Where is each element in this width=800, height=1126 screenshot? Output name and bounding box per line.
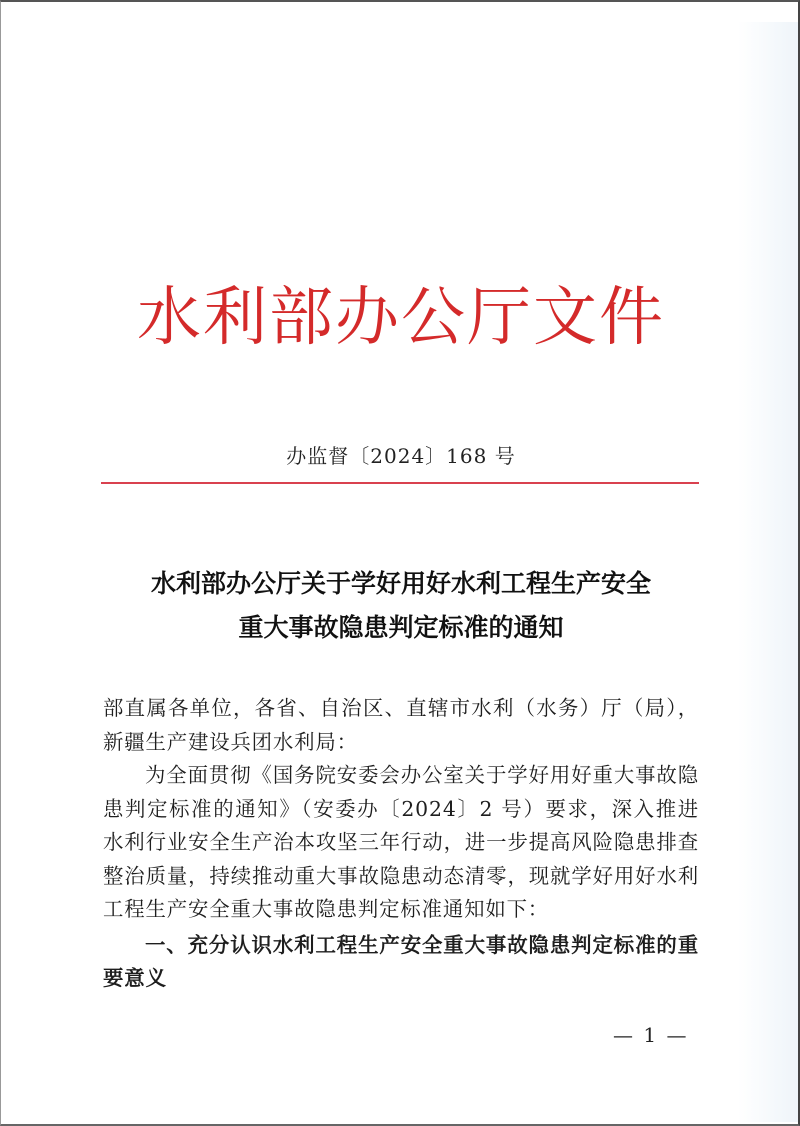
section-heading: 一、充分认识水利工程生产安全重大事故隐患判定标准的重要意义 bbox=[103, 932, 699, 990]
document-number: 办监督〔2024〕168 号 bbox=[286, 444, 516, 468]
title-line-2: 重大事故隐患判定标准的通知 bbox=[238, 613, 564, 642]
title-line-1: 水利部办公厅关于学好用好水利工程生产安全 bbox=[150, 569, 651, 598]
document-title bbox=[1, 562, 800, 650]
body-paragraph: 为全面贯彻《国务院安委会办公室关于学好用好重大事故隐患判定标准的通知》（安委办〔2024〕2 号）要求，深入推进水利行业安全生产治本攻坚三年行动，进一步提高风险隐患排查整治质量，持续推动重大事故隐患动态清零，现就学好用好水利工程生产安全重大事故隐患判定标准通知如下： bbox=[103, 763, 699, 921]
salutation: 部直属各单位，各省、自治区、直辖市水利（水务）厅（局），新疆生产建设兵团水利局： bbox=[103, 696, 699, 754]
masthead-title: 水利部办公厅文件 bbox=[137, 281, 665, 355]
red-divider-line bbox=[101, 482, 699, 484]
page-number: — 1 — bbox=[613, 1023, 689, 1047]
document-body bbox=[103, 692, 699, 996]
